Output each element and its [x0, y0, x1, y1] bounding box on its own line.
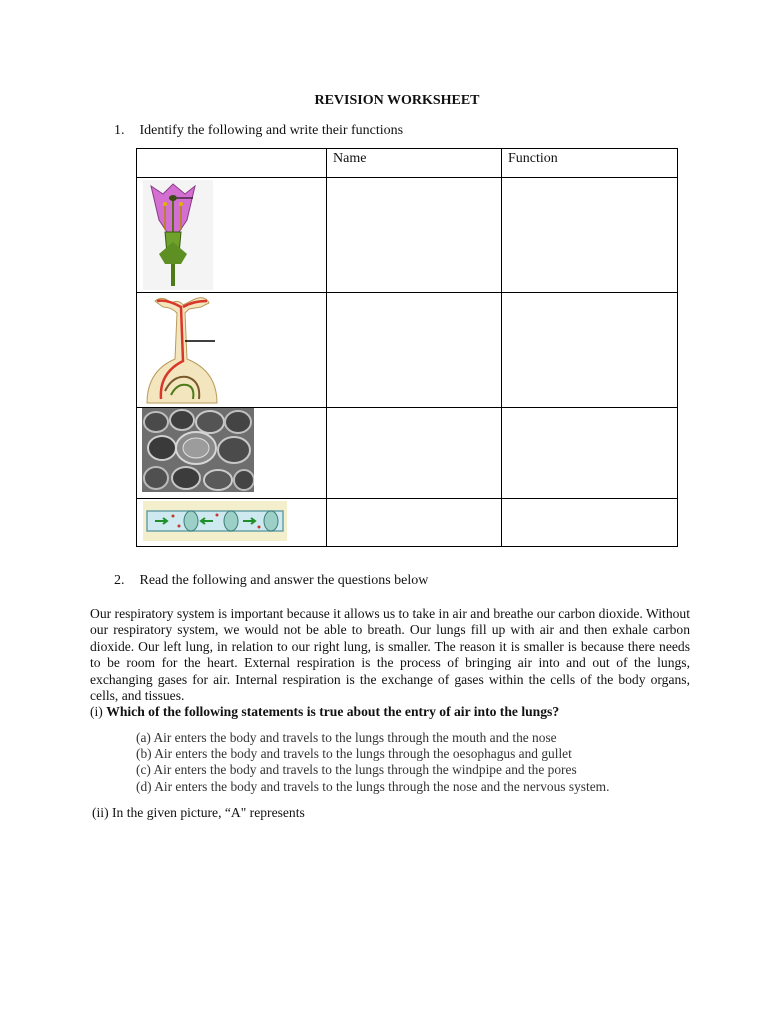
question-1-text: Identify the following and write their functions: [139, 123, 404, 138]
vessel-name-cell[interactable]: [327, 499, 502, 547]
flower-name-cell[interactable]: [327, 178, 502, 293]
option-c[interactable]: (c) Air enters the body and travels to the lungs through the windpipe and the pores: [136, 762, 577, 778]
pistil-image: [143, 295, 223, 405]
pistil-image-cell: [137, 293, 327, 408]
identify-table: [136, 148, 678, 547]
alveoli-image-cell: [137, 408, 327, 499]
alveoli-function-cell[interactable]: [502, 408, 678, 499]
flower-image-cell: [137, 178, 327, 293]
table-row: [137, 408, 678, 499]
vessel-image-cell: [137, 499, 327, 547]
table-row: [137, 178, 678, 293]
flower-function-cell[interactable]: [502, 178, 678, 293]
sub-question-ii: [92, 805, 305, 821]
table-header-function: Function: [502, 149, 678, 178]
question-2: [114, 573, 428, 589]
table-header-row: [137, 149, 678, 178]
options-list: [136, 730, 609, 795]
table-header-image: [137, 149, 327, 178]
option-d[interactable]: (d) Air enters the body and travels to the lungs through the nose and the nervous system.: [136, 778, 610, 794]
table-row: [137, 499, 678, 547]
respiratory-passage: Our respiratory system is important because it allows us to take in air and breathe our carbon dioxide. Without our respiratory system, we would not be able to breath. Our lungs fill up with air and then exhale carbon dioxide. Our left lung, in relation to our right lung, is smaller. The reason it is smaller is because there needs to be room for the heart. External respiration is the process of bringing air into and out of the lungs, exchanging gases for air. Internal respiration is the exchange of gases within the cells of the body organs, cells, and tissues.: [90, 606, 690, 704]
question-1-number: 1.: [114, 123, 125, 138]
pistil-name-cell[interactable]: [327, 293, 502, 408]
sub-question-ii-text: In the given picture, “A" represents: [112, 805, 305, 820]
table-header-name: Name: [327, 149, 502, 178]
sub-question-i: [90, 704, 559, 720]
question-1: [114, 123, 403, 139]
worksheet-title: REVISION WORKSHEET: [314, 93, 480, 108]
question-2-text: Read the following and answer the questions below: [139, 573, 429, 588]
sub-question-ii-label: (ii): [92, 805, 109, 820]
vessel-function-cell[interactable]: [502, 499, 678, 547]
table-row: [137, 293, 678, 408]
vessel-image: [143, 501, 287, 541]
sub-question-i-label: (i): [90, 704, 103, 719]
flower-section-image: [143, 180, 213, 290]
option-b[interactable]: (b) Air enters the body and travels to the lungs through the oesophagus and gullet: [136, 746, 572, 762]
question-2-number: 2.: [114, 573, 125, 588]
option-a[interactable]: (a) Air enters the body and travels to the lungs through the mouth and the nose: [136, 730, 557, 745]
alveoli-name-cell[interactable]: [327, 408, 502, 499]
pistil-function-cell[interactable]: [502, 293, 678, 408]
alveoli-tissue-image: [142, 408, 254, 492]
sub-question-i-text: Which of the following statements is true about the entry of air into the lungs?: [106, 704, 560, 719]
